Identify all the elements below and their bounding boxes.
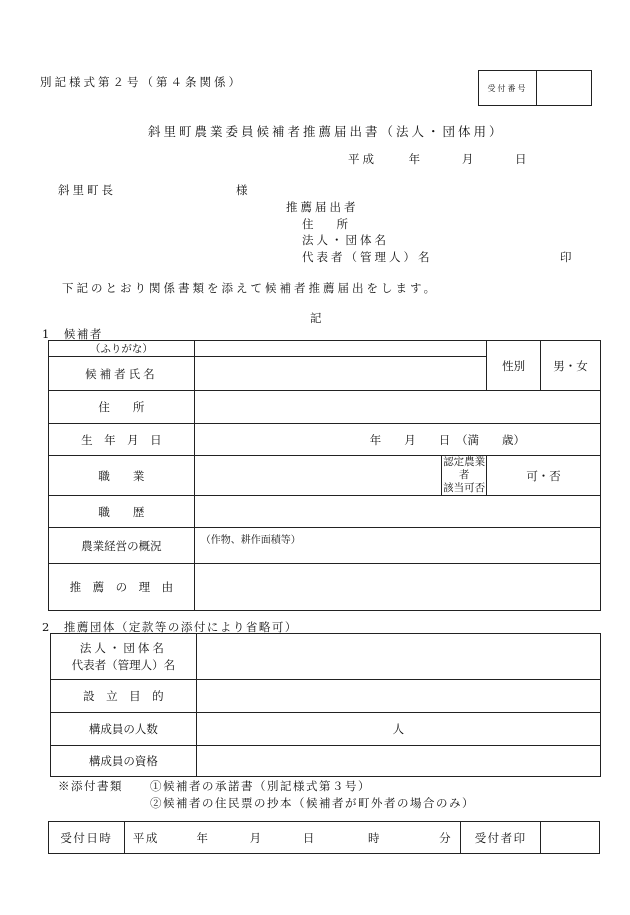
farm-overview-hint: （作物、耕作面積等） xyxy=(200,535,301,547)
certified-label-line2: 該当可否 xyxy=(443,482,486,495)
receipt-footer-table xyxy=(48,821,600,854)
candidate-address-label: 住 所 xyxy=(49,391,195,424)
date-era: 平成 xyxy=(348,152,377,166)
form-reference: 別記様式第２号（第４条関係） xyxy=(40,75,243,89)
org-name-field[interactable] xyxy=(196,634,600,680)
addressee-honorific: 様 xyxy=(236,183,248,197)
career-label: 職 歴 xyxy=(49,496,195,528)
receipt-number-box xyxy=(478,70,592,106)
receipt-month: 月 xyxy=(249,830,262,845)
organization-table xyxy=(50,633,601,777)
org-name-label-line1: 法人・団体名 xyxy=(79,641,167,656)
submitter-representative-label: 代表者（管理人）名 xyxy=(302,250,433,264)
reason-field[interactable] xyxy=(194,564,600,611)
ki-mark: 記 xyxy=(310,311,322,325)
addressee-name: 斜里町長 xyxy=(58,183,116,197)
candidate-name-label: 候補者氏名 xyxy=(49,357,195,391)
purpose-label: 設 立 目 的 xyxy=(51,680,197,713)
seal-mark: 印 xyxy=(560,250,572,264)
receipt-day: 日 xyxy=(302,830,315,845)
date-year: 年 xyxy=(408,152,421,166)
purpose-field[interactable] xyxy=(196,680,600,713)
receipt-year: 年 xyxy=(196,830,209,845)
furigana-field[interactable] xyxy=(194,341,486,357)
gender-value[interactable]: 男・女 xyxy=(541,341,601,391)
farm-overview-label: 農業経営の概況 xyxy=(49,528,195,564)
receipt-date-label: 受付日時 xyxy=(49,822,125,854)
receipt-minute: 分 xyxy=(439,830,451,845)
gender-label: 性別 xyxy=(487,341,541,391)
intro-text: 下記のとおり関係書類を添えて候補者推薦届出をします。 xyxy=(62,281,439,295)
attachment-item-2: ②候補者の住民票の抄本（候補者が町外者の場合のみ） xyxy=(150,796,475,810)
receipt-hour: 時 xyxy=(367,830,380,845)
member-count-field[interactable]: 人 xyxy=(196,713,600,746)
submitter-heading: 推薦届出者 xyxy=(286,200,359,214)
certified-label-line1: 認定農業者 xyxy=(443,456,486,482)
certified-farmer-label xyxy=(442,456,487,496)
candidate-name-field[interactable] xyxy=(194,357,486,391)
farm-overview-field[interactable] xyxy=(194,528,600,564)
member-qualification-field[interactable] xyxy=(196,746,600,777)
attachment-item-1: ①候補者の承諾書（別記様式第３号） xyxy=(150,779,371,793)
certified-farmer-value[interactable]: 可・否 xyxy=(487,456,601,496)
furigana-label: （ふりがな） xyxy=(49,341,195,357)
candidate-table xyxy=(48,340,601,611)
receipt-datetime-field[interactable] xyxy=(124,822,460,854)
receipt-era: 平成 xyxy=(132,830,159,845)
date-day: 日 xyxy=(514,152,527,166)
submission-date xyxy=(348,151,526,167)
birthdate-label: 生 年 月 日 xyxy=(49,424,195,456)
member-count-label: 構成員の人数 xyxy=(51,713,197,746)
date-month: 月 xyxy=(461,152,474,166)
receipt-number-label: 受付番号 xyxy=(479,71,537,105)
occupation-field[interactable] xyxy=(194,456,442,496)
org-name-label xyxy=(51,634,197,680)
section2-heading: 2 推薦団体（定款等の添付により省略可） xyxy=(42,620,298,634)
member-qualification-label: 構成員の資格 xyxy=(51,746,197,777)
receiver-seal-field[interactable] xyxy=(541,822,600,854)
birthdate-field[interactable]: 年 月 日 （満 歳） xyxy=(194,424,600,456)
submitter-address-label: 住 所 xyxy=(302,217,348,231)
receiver-seal-label: 受付者印 xyxy=(461,822,541,854)
occupation-label: 職 業 xyxy=(49,456,195,496)
section1-heading: 1 候補者 xyxy=(42,327,103,341)
submitter-org-label: 法人・団体名 xyxy=(302,233,389,247)
page-title: 斜里町農業委員候補者推薦届出書（法人・団体用） xyxy=(148,124,505,139)
career-field[interactable] xyxy=(194,496,600,528)
reason-label: 推 薦 の 理 由 xyxy=(49,564,195,611)
attachments-label: ※添付書類 xyxy=(58,779,123,793)
org-name-label-line2: 代表者（管理人）名 xyxy=(71,657,176,672)
candidate-address-field[interactable] xyxy=(194,391,600,424)
